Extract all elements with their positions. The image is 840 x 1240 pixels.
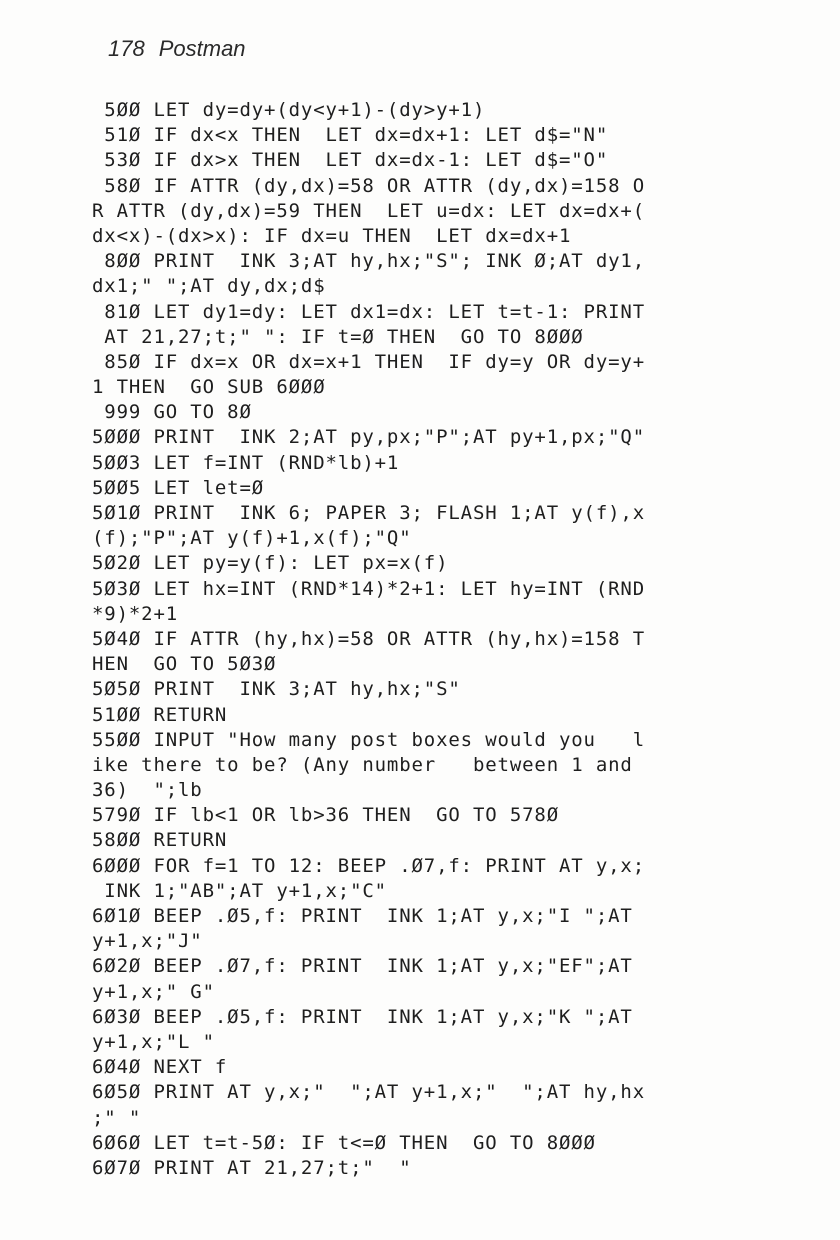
code-line: 5Ø5Ø PRINT INK 3;AT hy,hx;"S" xyxy=(92,678,461,701)
code-line: (f);"P";AT y(f)+1,x(f);"Q" xyxy=(92,527,412,550)
code-line: y+1,x;" G" xyxy=(92,980,215,1003)
code-line: 6Ø4Ø NEXT f xyxy=(92,1056,228,1079)
code-line: 8ØØ PRINT INK 3;AT hy,hx;"S"; INK Ø;AT dy1, xyxy=(92,250,646,273)
basic-program-listing xyxy=(92,98,772,1181)
code-line: 51Ø IF dx<x THEN LET dx=dx+1: LET d$="N" xyxy=(92,124,609,147)
code-line: 55ØØ INPUT "How many post boxes would you l xyxy=(92,728,646,751)
code-line: 6Ø1Ø BEEP .Ø5,f: PRINT INK 1;AT y,x;"I ";AT xyxy=(92,905,633,927)
code-line: 6ØØØ FOR f=1 TO 12: BEEP .Ø7,f: PRINT AT y,x; xyxy=(92,854,646,877)
code-line: 5Ø2Ø LET py=y(f): LET px=x(f) xyxy=(92,552,449,575)
code-line: 999 GO TO 8Ø xyxy=(92,401,252,424)
code-line: 6Ø7Ø PRINT AT 21,27;t;" " xyxy=(92,1156,412,1179)
code-line: 53Ø IF dx>x THEN LET dx=dx-1: LET d$="O" xyxy=(92,149,609,172)
page-header xyxy=(108,36,246,62)
code-line: 5ØØØ PRINT INK 2;AT py,px;"P";AT py+1,px;"Q" xyxy=(92,426,646,449)
code-line: R ATTR (dy,dx)=59 THEN LET u=dx: LET dx=dx+( xyxy=(92,199,646,222)
code-line: 579Ø IF lb<1 OR lb>36 THEN GO TO 578Ø xyxy=(92,804,559,827)
code-line: ike there to be? (Any number between 1 and xyxy=(92,753,633,776)
code-line: 5Ø3Ø LET hx=INT (RND*14)*2+1: LET hy=INT (RND xyxy=(92,577,646,600)
code-line: 81Ø LET dy1=dy: LET dx1=dx: LET t=t-1: PRINT xyxy=(92,300,646,323)
code-line: INK 1;"AB";AT y+1,x;"C" xyxy=(92,879,387,902)
code-line: 5ØØ5 LET let=Ø xyxy=(92,476,265,499)
code-line: dx<x)-(dx>x): IF dx=u THEN LET dx=dx+1 xyxy=(92,224,572,247)
code-line: *9)*2+1 xyxy=(92,602,179,625)
code-line: 6Ø2Ø BEEP .Ø7,f: PRINT INK 1;AT y,x;"EF";AT xyxy=(92,955,633,978)
code-line: ;" " xyxy=(92,1106,142,1129)
code-line: 1 THEN GO SUB 6ØØØ xyxy=(92,376,326,399)
code-line: 58Ø IF ATTR (dy,dx)=58 OR ATTR (dy,dx)=158 O xyxy=(92,174,646,197)
code-line: 58ØØ RETURN xyxy=(92,829,228,852)
code-line: y+1,x;"L " xyxy=(92,1030,215,1053)
code-line: 5Ø1Ø PRINT INK 6; PAPER 3; FLASH 1;AT y(f),x xyxy=(92,502,646,524)
code-line: AT 21,27;t;" ": IF t=Ø THEN GO TO 8ØØØ xyxy=(92,325,584,348)
code-line: 85Ø IF dx=x OR dx=x+1 THEN IF dy=y OR dy=y+ xyxy=(92,350,646,373)
code-line: HEN GO TO 5Ø3Ø xyxy=(92,653,277,676)
code-line: 51ØØ RETURN xyxy=(92,703,228,726)
code-line: y+1,x;"J" xyxy=(92,930,203,953)
code-line: 5ØØ LET dy=dy+(dy<y+1)-(dy>y+1) xyxy=(92,99,486,121)
code-line: dx1;" ";AT dy,dx;d$ xyxy=(92,275,326,298)
code-line: 5ØØ3 LET f=INT (RND*lb)+1 xyxy=(92,451,400,474)
code-line: 6Ø3Ø BEEP .Ø5,f: PRINT INK 1;AT y,x;"K ";AT xyxy=(92,1005,633,1028)
page-number: 178 xyxy=(108,36,145,61)
code-line: 6Ø6Ø LET t=t-5Ø: IF t<=Ø THEN GO TO 8ØØØ xyxy=(92,1131,596,1154)
chapter-title: Postman xyxy=(158,36,246,61)
code-line: 36) ";lb xyxy=(92,779,203,802)
code-line: 6Ø5Ø PRINT AT y,x;" ";AT y+1,x;" ";AT hy,hx xyxy=(92,1081,646,1104)
code-line: 5Ø4Ø IF ATTR (hy,hx)=58 OR ATTR (hy,hx)=158 T xyxy=(92,627,646,650)
